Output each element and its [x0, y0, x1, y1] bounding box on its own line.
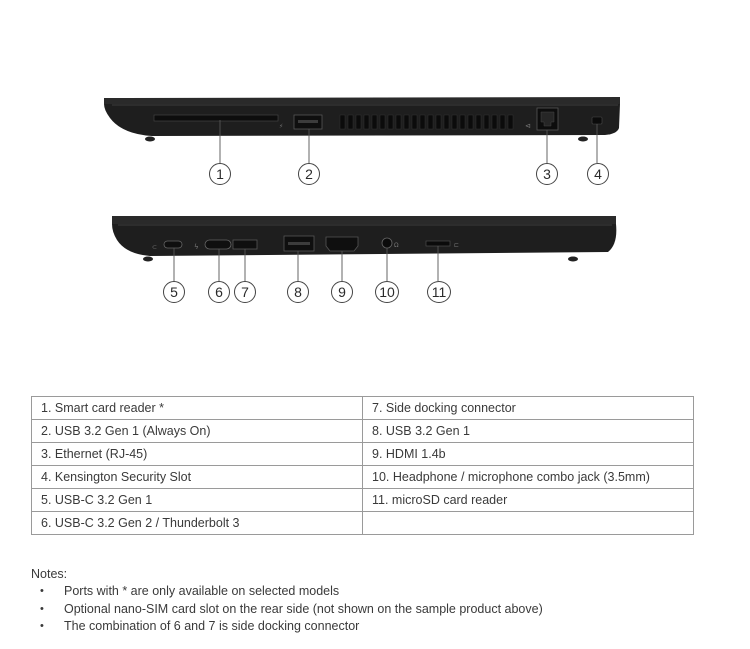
- table-cell: [363, 512, 694, 535]
- svg-text:ϟ: ϟ: [194, 243, 199, 251]
- list-item: • Optional nano-SIM card slot on the rear side (not shown on the sample product above): [31, 601, 543, 619]
- table-row: [32, 512, 694, 535]
- callout-6: 6: [208, 281, 230, 303]
- usb-c-thunderbolt-port: [205, 240, 231, 249]
- table-row: [32, 443, 694, 466]
- laptop-left-side-view: [112, 216, 616, 281]
- table-row: [32, 466, 694, 489]
- svg-text:⊲: ⊲: [525, 122, 531, 130]
- svg-text:⊂: ⊂: [152, 244, 158, 251]
- microsd-slot: [426, 241, 450, 246]
- callout-1: 1: [209, 163, 231, 185]
- notes-list: [31, 583, 543, 636]
- callout-9: 9: [331, 281, 353, 303]
- table-cell: 11. microSD card reader: [363, 489, 694, 512]
- svg-text:⚡: ⚡: [279, 123, 284, 130]
- ports-legend-body: [32, 397, 694, 535]
- svg-text:Ω: Ω: [394, 242, 399, 249]
- table-cell: 7. Side docking connector: [363, 397, 694, 420]
- smart-card-slot: [154, 115, 278, 121]
- list-item: • Ports with * are only available on selected models: [31, 583, 543, 601]
- callout-11: 11: [427, 281, 451, 303]
- table-cell: 4. Kensington Security Slot: [32, 466, 363, 489]
- table-row: [32, 420, 694, 443]
- usb-c-port-1: [164, 241, 182, 248]
- callout-4: 4: [587, 163, 609, 185]
- callout-5: 5: [163, 281, 185, 303]
- callout-2: 2: [298, 163, 320, 185]
- laptop-ports-figure: [0, 0, 750, 320]
- callout-8: 8: [287, 281, 309, 303]
- laptop-right-side-view: [104, 97, 620, 163]
- callout-10: 10: [375, 281, 399, 303]
- table-cell: 3. Ethernet (RJ-45): [32, 443, 363, 466]
- callout-3: 3: [536, 163, 558, 185]
- table-row: [32, 489, 694, 512]
- table-cell: 6. USB-C 3.2 Gen 2 / Thunderbolt 3: [32, 512, 363, 535]
- list-item: • The combination of 6 and 7 is side docking connector: [31, 618, 543, 636]
- laptop-side-views: [0, 0, 750, 320]
- notes-title: Notes:: [31, 567, 68, 581]
- table-row: [32, 397, 694, 420]
- kensington-slot: [592, 117, 602, 124]
- table-cell: 1. Smart card reader *: [32, 397, 363, 420]
- notes-section: [31, 567, 543, 636]
- table-cell: 9. HDMI 1.4b: [363, 443, 694, 466]
- table-cell: 8. USB 3.2 Gen 1: [363, 420, 694, 443]
- callout-7: 7: [234, 281, 256, 303]
- svg-text:⊏: ⊏: [454, 242, 460, 249]
- table-cell: 5. USB-C 3.2 Gen 1: [32, 489, 363, 512]
- audio-jack: [382, 238, 392, 248]
- hdmi-port: [326, 237, 358, 251]
- table-cell: 10. Headphone / microphone combo jack (3.5mm): [363, 466, 694, 489]
- ports-legend-table: [31, 396, 694, 535]
- side-docking-connector: [233, 240, 257, 249]
- table-cell: 2. USB 3.2 Gen 1 (Always On): [32, 420, 363, 443]
